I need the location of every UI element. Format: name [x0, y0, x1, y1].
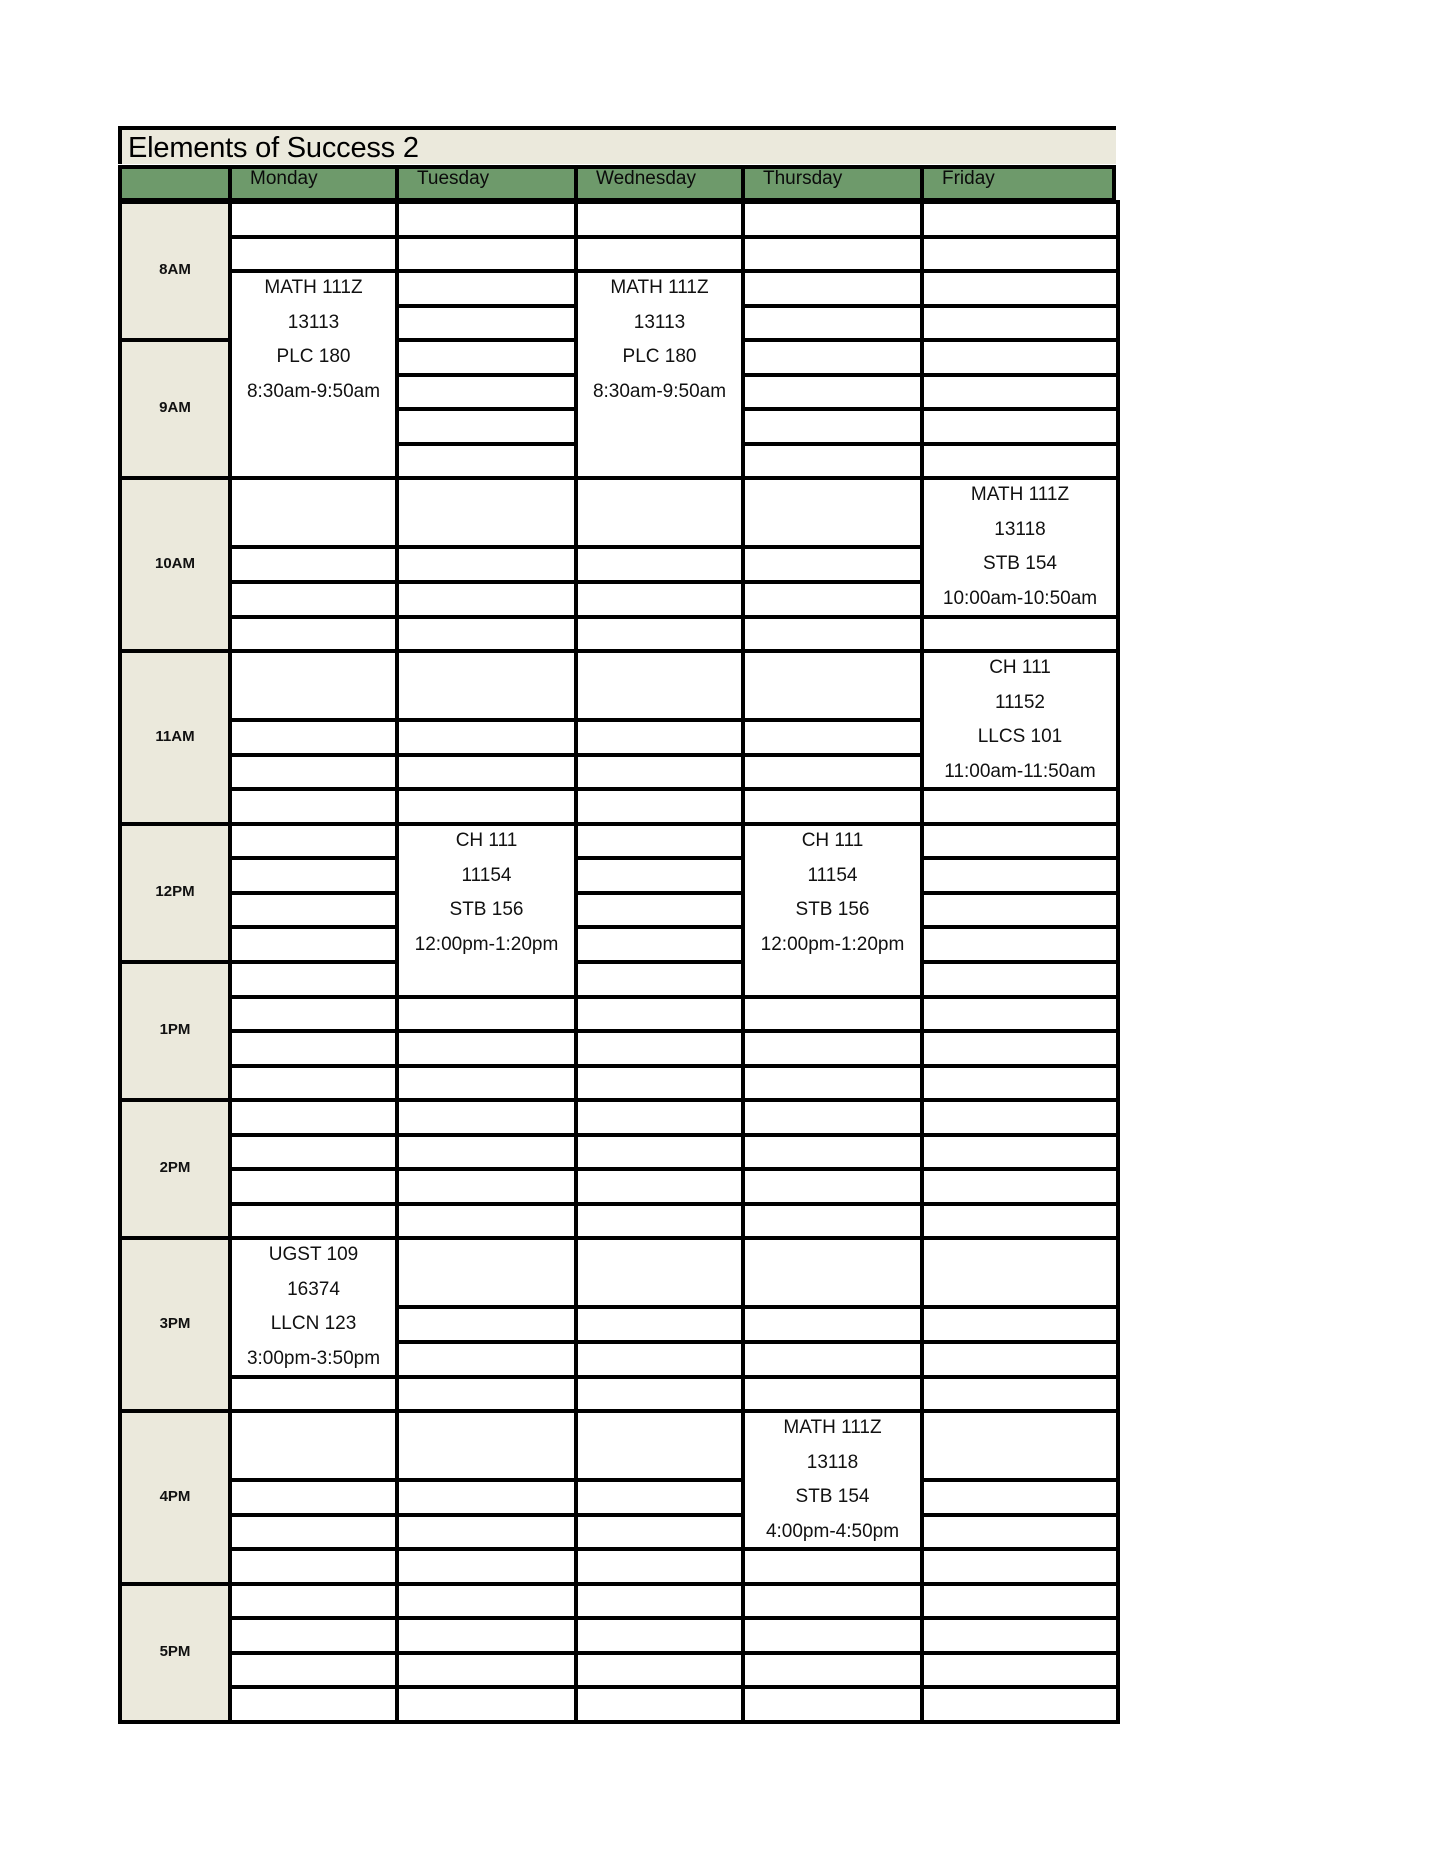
time-block	[118, 200, 232, 342]
empty-slot	[574, 615, 745, 653]
empty-slot	[395, 545, 578, 584]
empty-slot	[574, 718, 745, 757]
empty-slot	[920, 235, 1120, 273]
empty-slot	[574, 1133, 745, 1171]
empty-slot	[920, 1478, 1120, 1517]
empty-slot	[920, 1236, 1120, 1309]
empty-slot	[741, 200, 924, 239]
empty-slot	[574, 1064, 745, 1102]
course-code: CH 111	[801, 830, 864, 851]
course-crn: 13113	[287, 311, 340, 333]
time-label: 1PM	[159, 1021, 191, 1038]
empty-slot	[395, 476, 578, 549]
empty-slot	[741, 545, 924, 584]
empty-slot	[574, 856, 745, 895]
empty-slot	[574, 960, 745, 999]
course-time: 12:00pm-1:20pm	[760, 933, 905, 955]
empty-slot	[228, 1098, 399, 1137]
empty-slot	[741, 1375, 924, 1413]
empty-slot	[920, 304, 1120, 342]
empty-slot	[228, 235, 399, 273]
course-block	[228, 1236, 399, 1379]
header-divider	[228, 165, 232, 202]
empty-slot	[741, 269, 924, 308]
empty-slot	[920, 1305, 1120, 1344]
empty-slot	[741, 1236, 924, 1309]
course-crn: 11154	[461, 864, 512, 886]
empty-slot	[920, 200, 1120, 239]
empty-slot	[741, 1098, 924, 1137]
course-code: MATH 111Z	[970, 484, 1070, 505]
empty-slot	[920, 1685, 1120, 1724]
empty-slot	[395, 1375, 578, 1413]
empty-slot	[574, 545, 745, 584]
empty-slot	[395, 1651, 578, 1689]
time-label: 4PM	[159, 1487, 191, 1505]
empty-slot	[574, 1236, 745, 1309]
course-time: 4:00pm-4:50pm	[765, 1520, 900, 1542]
empty-slot	[741, 304, 924, 342]
course-block	[228, 269, 399, 480]
empty-slot	[395, 718, 578, 757]
course-block	[741, 1409, 924, 1551]
empty-slot	[228, 822, 399, 860]
empty-slot	[228, 580, 399, 619]
empty-slot	[574, 995, 745, 1033]
empty-slot	[574, 476, 745, 549]
empty-slot	[395, 200, 578, 239]
empty-slot	[228, 995, 399, 1033]
empty-slot	[228, 1547, 399, 1586]
empty-slot	[741, 787, 924, 826]
empty-slot	[395, 753, 578, 791]
empty-slot	[228, 891, 399, 929]
empty-slot	[741, 718, 924, 757]
header-divider	[920, 165, 924, 202]
time-label: 8AM	[159, 261, 191, 278]
empty-slot	[228, 856, 399, 895]
empty-slot	[574, 1305, 745, 1344]
empty-slot	[920, 1133, 1120, 1171]
empty-slot	[741, 1685, 924, 1724]
empty-slot	[228, 1582, 399, 1620]
empty-slot	[920, 1409, 1120, 1482]
course-room: STB 156	[795, 899, 870, 921]
time-block	[118, 649, 232, 826]
empty-slot	[395, 787, 578, 826]
empty-slot	[395, 1478, 578, 1517]
empty-slot	[920, 442, 1120, 480]
time-block	[118, 1236, 232, 1413]
empty-slot	[395, 1409, 578, 1482]
empty-slot	[395, 304, 578, 342]
empty-slot	[395, 1029, 578, 1068]
empty-slot	[395, 1340, 578, 1379]
empty-slot	[920, 1582, 1120, 1620]
course-block	[395, 822, 578, 999]
empty-slot	[741, 1202, 924, 1240]
empty-slot	[920, 856, 1120, 895]
empty-slot	[574, 1098, 745, 1137]
course-room: PLC 180	[622, 346, 697, 368]
empty-slot	[395, 338, 578, 377]
empty-slot	[574, 822, 745, 860]
empty-slot	[395, 1685, 578, 1724]
empty-slot	[741, 373, 924, 411]
empty-slot	[228, 615, 399, 653]
empty-slot	[228, 1513, 399, 1551]
empty-slot	[574, 891, 745, 929]
empty-slot	[574, 1582, 745, 1620]
course-block	[920, 476, 1120, 619]
empty-slot	[228, 200, 399, 239]
empty-slot	[920, 1651, 1120, 1689]
course-room: LLCS 101	[977, 726, 1063, 748]
empty-slot	[574, 1340, 745, 1379]
empty-slot	[228, 1651, 399, 1689]
empty-slot	[574, 787, 745, 826]
empty-slot	[395, 235, 578, 273]
empty-slot	[228, 718, 399, 757]
empty-slot	[920, 822, 1120, 860]
time-label: 9AM	[159, 399, 191, 416]
course-code: MATH 111Z	[610, 277, 709, 298]
time-label: 10AM	[154, 554, 195, 572]
empty-slot	[920, 1616, 1120, 1655]
empty-slot	[574, 200, 745, 239]
empty-slot	[920, 1547, 1120, 1586]
empty-slot	[228, 649, 399, 722]
empty-slot	[395, 1133, 578, 1171]
course-crn: 13118	[994, 518, 1046, 540]
course-crn: 13118	[806, 1451, 859, 1473]
empty-slot	[228, 1167, 399, 1206]
empty-slot	[920, 787, 1120, 826]
empty-slot	[741, 1029, 924, 1068]
course-crn: 11154	[807, 864, 858, 886]
empty-slot	[741, 753, 924, 791]
empty-slot	[741, 1133, 924, 1171]
empty-slot	[395, 1236, 578, 1309]
empty-slot	[920, 1513, 1120, 1551]
empty-slot	[741, 407, 924, 446]
title-bar	[118, 126, 1116, 164]
empty-slot	[741, 1064, 924, 1102]
course-block	[920, 649, 1120, 791]
empty-slot	[574, 1616, 745, 1655]
time-block	[118, 476, 232, 653]
empty-slot	[574, 1375, 745, 1413]
empty-slot	[920, 1202, 1120, 1240]
time-label: 11AM	[155, 727, 195, 745]
course-code: CH 111	[989, 657, 1051, 678]
empty-slot	[395, 1582, 578, 1620]
empty-slot	[741, 1582, 924, 1620]
empty-slot	[920, 1029, 1120, 1068]
empty-slot	[395, 1547, 578, 1586]
course-room: STB 154	[983, 553, 1057, 575]
empty-slot	[574, 1651, 745, 1689]
empty-slot	[741, 995, 924, 1033]
empty-slot	[920, 1167, 1120, 1206]
course-crn: 16374	[287, 1278, 340, 1300]
empty-slot	[228, 545, 399, 584]
empty-slot	[741, 580, 924, 619]
schedule-title: Elements of Success 2	[128, 132, 419, 164]
empty-slot	[395, 1202, 578, 1240]
empty-slot	[920, 960, 1120, 999]
empty-slot	[920, 1375, 1120, 1413]
empty-slot	[574, 235, 745, 273]
empty-slot	[574, 580, 745, 619]
empty-slot	[920, 925, 1120, 964]
empty-slot	[574, 1167, 745, 1206]
empty-slot	[920, 891, 1120, 929]
empty-slot	[395, 407, 578, 446]
course-block	[574, 269, 745, 480]
empty-slot	[228, 1685, 399, 1724]
time-label: 5PM	[159, 1643, 191, 1660]
empty-slot	[920, 373, 1120, 411]
time-label: 2PM	[159, 1159, 191, 1176]
empty-slot	[741, 235, 924, 273]
course-code: CH 111	[455, 830, 518, 851]
empty-slot	[228, 1029, 399, 1068]
empty-slot	[395, 615, 578, 653]
empty-slot	[741, 1167, 924, 1206]
course-room: PLC 180	[276, 346, 351, 368]
time-label: 12PM	[155, 883, 195, 900]
course-room: LLCN 123	[270, 1313, 357, 1335]
course-crn: 13113	[633, 311, 686, 333]
course-room: STB 154	[795, 1486, 870, 1508]
day-header-row	[118, 165, 1116, 202]
course-time: 11:00am-11:50am	[944, 760, 1096, 782]
course-time: 12:00pm-1:20pm	[414, 933, 559, 955]
empty-slot	[228, 1064, 399, 1102]
empty-slot	[395, 995, 578, 1033]
empty-slot	[574, 649, 745, 722]
time-block	[118, 822, 232, 964]
empty-slot	[228, 476, 399, 549]
empty-slot	[228, 1375, 399, 1413]
empty-slot	[741, 1340, 924, 1379]
empty-slot	[228, 1409, 399, 1482]
empty-slot	[741, 338, 924, 377]
empty-slot	[395, 580, 578, 619]
empty-slot	[574, 753, 745, 791]
empty-slot	[574, 1478, 745, 1517]
empty-slot	[395, 1064, 578, 1102]
empty-slot	[741, 1547, 924, 1586]
empty-slot	[228, 1616, 399, 1655]
empty-slot	[741, 615, 924, 653]
day-header-monday: Monday	[250, 168, 318, 189]
course-code: UGST 109	[268, 1244, 359, 1265]
day-header-wednesday: Wednesday	[596, 168, 696, 189]
empty-slot	[741, 476, 924, 549]
empty-slot	[920, 1098, 1120, 1137]
empty-slot	[395, 649, 578, 722]
empty-slot	[574, 1202, 745, 1240]
empty-slot	[920, 407, 1120, 446]
empty-slot	[741, 1616, 924, 1655]
empty-slot	[395, 373, 578, 411]
empty-slot	[228, 1133, 399, 1171]
course-time: 3:00pm-3:50pm	[246, 1347, 381, 1369]
course-code: MATH 111Z	[783, 1417, 882, 1438]
empty-slot	[228, 1202, 399, 1240]
empty-slot	[228, 925, 399, 964]
time-label: 3PM	[159, 1314, 191, 1332]
empty-slot	[920, 338, 1120, 377]
empty-slot	[395, 442, 578, 480]
day-header-friday: Friday	[942, 168, 995, 189]
header-divider	[574, 165, 578, 202]
empty-slot	[574, 1029, 745, 1068]
empty-slot	[395, 1616, 578, 1655]
empty-slot	[395, 1167, 578, 1206]
empty-slot	[920, 1340, 1120, 1379]
empty-slot	[920, 1064, 1120, 1102]
empty-slot	[574, 1685, 745, 1724]
empty-slot	[741, 1651, 924, 1689]
course-block	[741, 822, 924, 999]
course-crn: 11152	[994, 691, 1045, 713]
time-block	[118, 960, 232, 1102]
time-block	[118, 1409, 232, 1586]
empty-slot	[574, 1547, 745, 1586]
course-time: 8:30am-9:50am	[592, 380, 727, 402]
empty-slot	[228, 787, 399, 826]
empty-slot	[228, 753, 399, 791]
empty-slot	[741, 442, 924, 480]
empty-slot	[574, 925, 745, 964]
course-time: 10:00am-10:50am	[942, 587, 1098, 609]
time-block	[118, 1098, 232, 1240]
header-divider	[395, 165, 399, 202]
course-room: STB 156	[449, 899, 524, 921]
day-header-tuesday: Tuesday	[417, 168, 490, 189]
empty-slot	[574, 1409, 745, 1482]
empty-slot	[920, 615, 1120, 653]
empty-slot	[920, 269, 1120, 308]
empty-slot	[741, 1305, 924, 1344]
empty-slot	[228, 1478, 399, 1517]
empty-slot	[395, 1305, 578, 1344]
header-divider	[741, 165, 745, 202]
empty-slot	[920, 995, 1120, 1033]
empty-slot	[395, 1098, 578, 1137]
empty-slot	[395, 269, 578, 308]
day-header-thursday: Thursday	[763, 168, 843, 189]
empty-slot	[574, 1513, 745, 1551]
empty-slot	[395, 1513, 578, 1551]
empty-slot	[228, 960, 399, 999]
time-block	[118, 1582, 232, 1724]
empty-slot	[741, 649, 924, 722]
course-code: MATH 111Z	[264, 277, 363, 298]
course-time: 8:30am-9:50am	[246, 380, 381, 402]
time-block	[118, 338, 232, 480]
